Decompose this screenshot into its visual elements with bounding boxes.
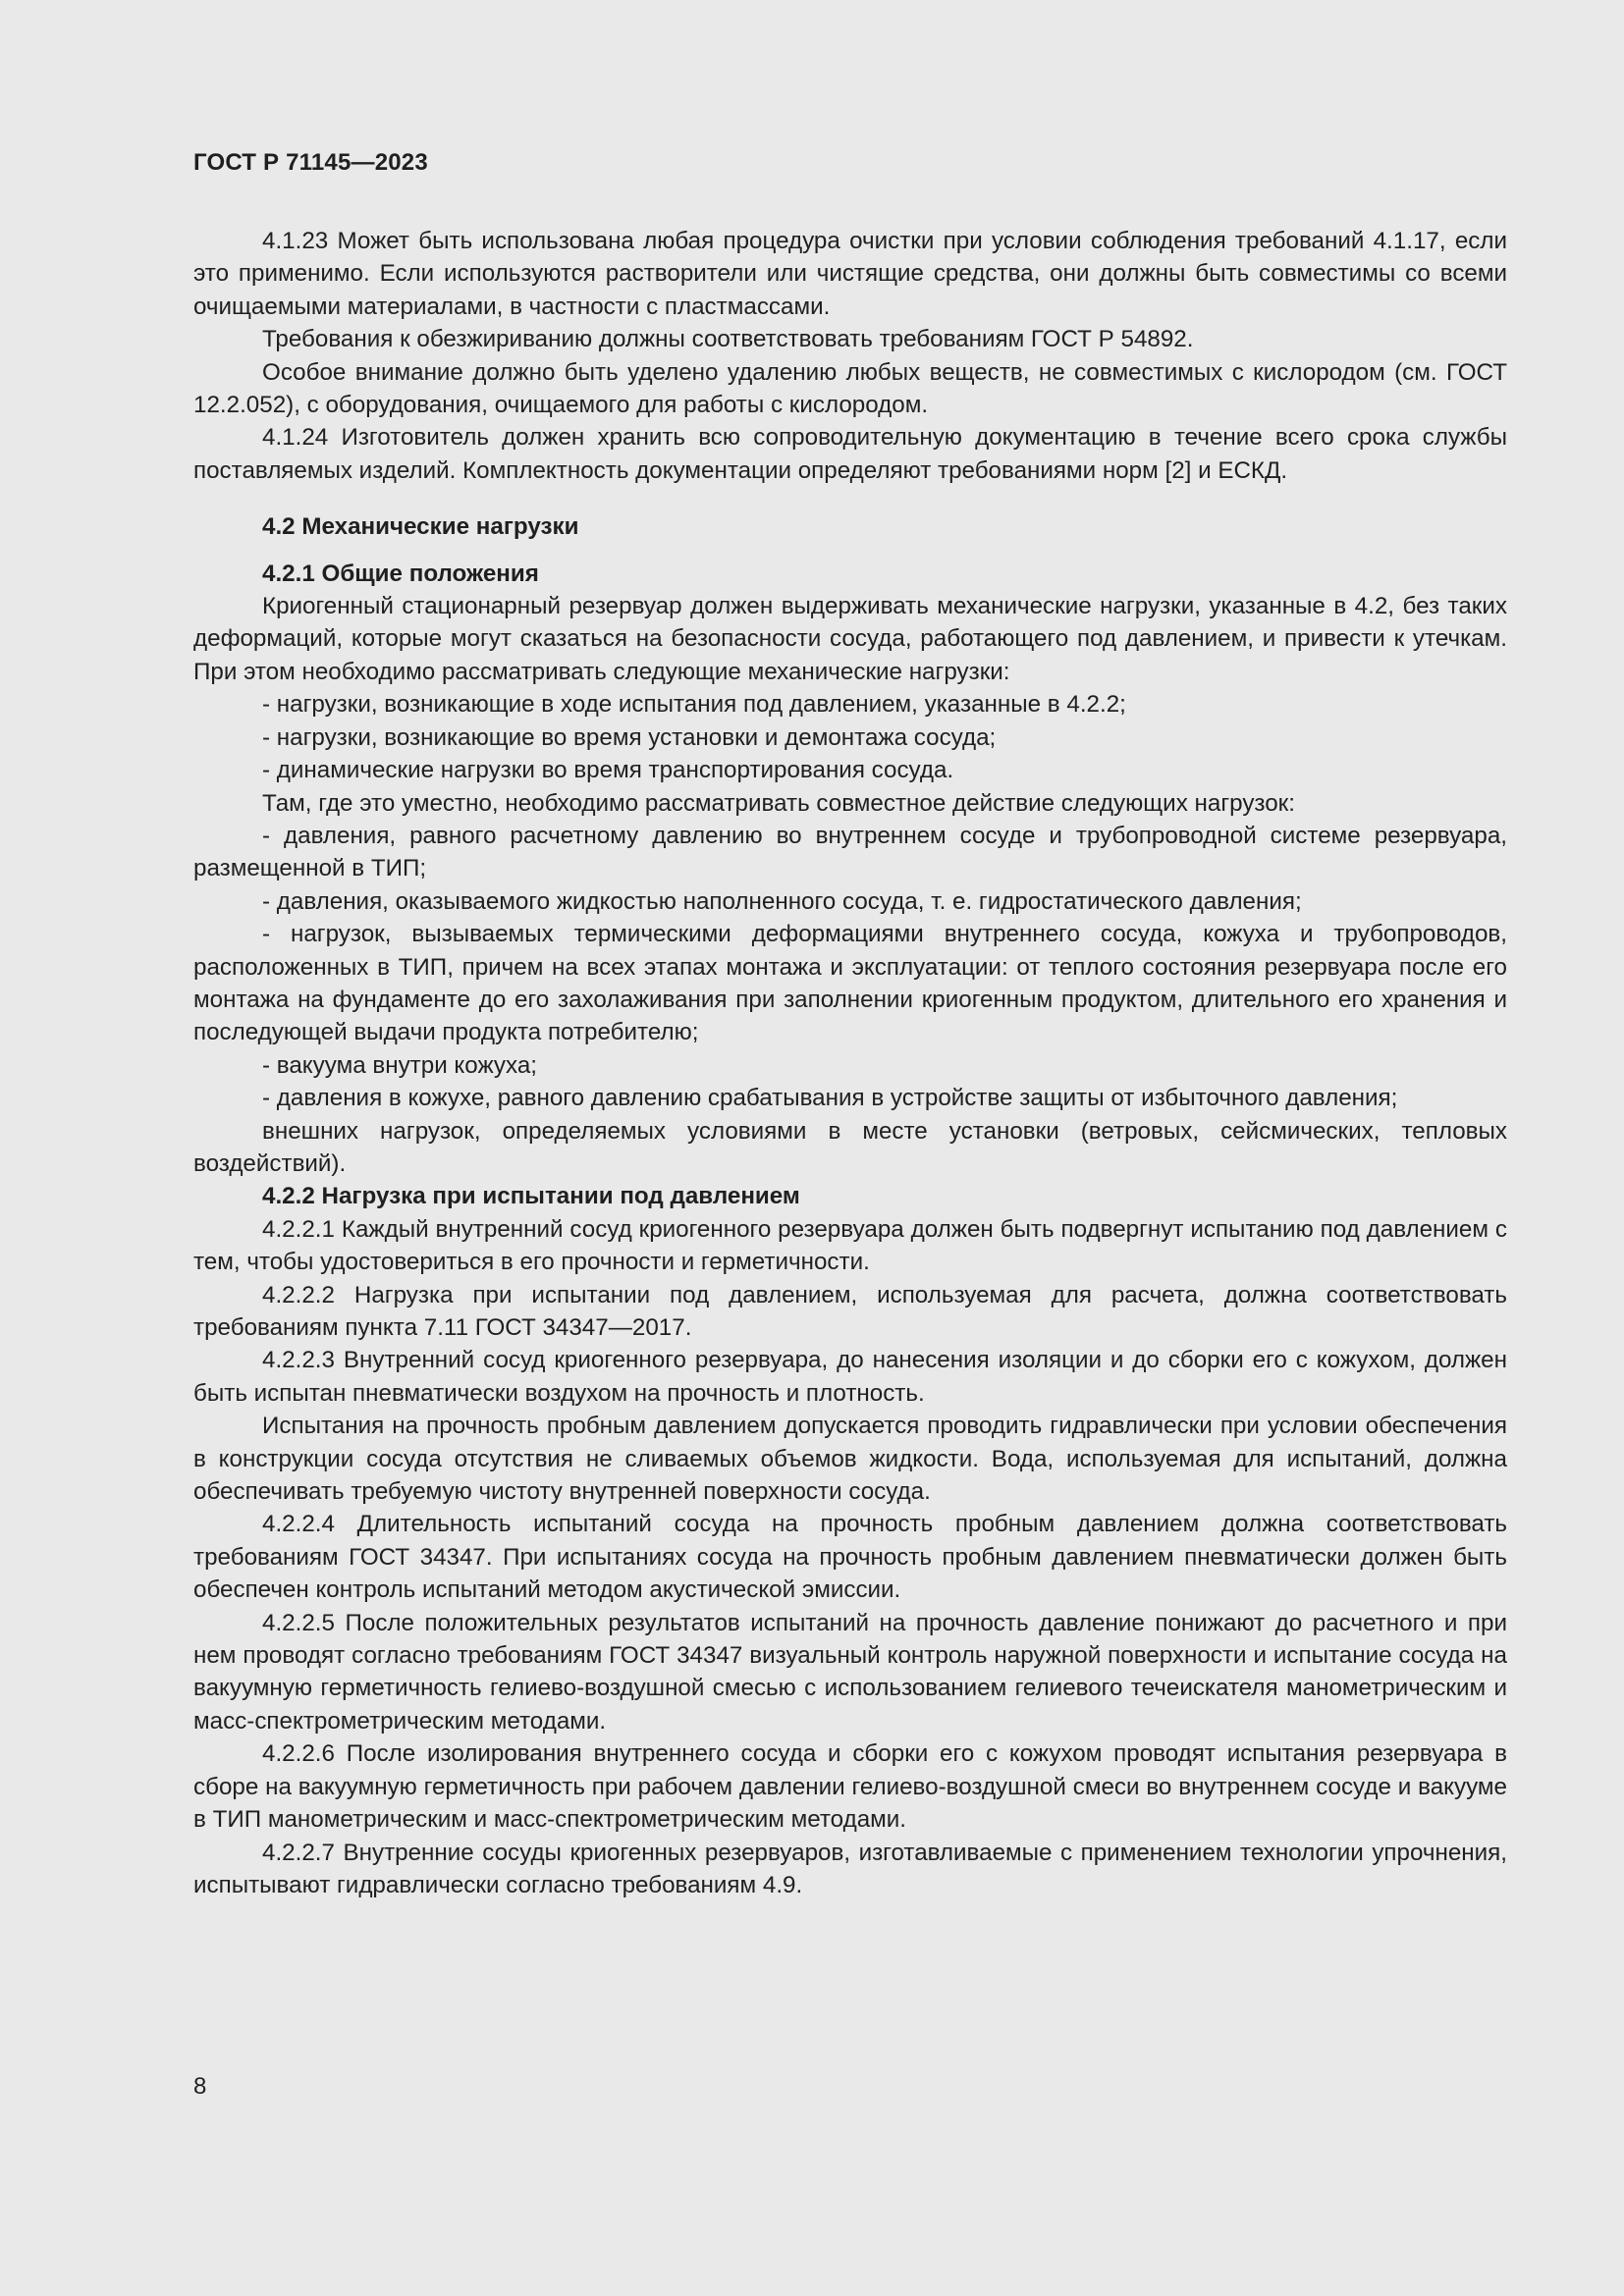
document-header-id: ГОСТ Р 71145—2023 (193, 149, 428, 176)
paragraph-4-1-23: 4.1.23 Может быть использована любая процедура очистки при условии соблюдения требований 4.1.17, если это применимо. Если используются растворители или чистящие средства, они должны быть совместимы со всеми очищаемыми материалами, в частности с пластмассами. (193, 228, 1507, 320)
list-item-hydrostatic-pressure: - давления, оказываемого жидкостью наполненного сосуда, т. е. гидростатического давления; (262, 887, 1302, 915)
paragraph-general-loads: Криогенный стационарный резервуар должен выдерживать механические нагрузки, указанные в 4.2, без таких деформаций, которые могут сказаться на безопасности сосуда, работающего под давлением, и привести к утечкам. При этом необходимо рассматривать следующие механические нагрузки: (193, 593, 1507, 685)
section-heading-4-2-2: 4.2.2 Нагрузка при испытании под давлением (262, 1183, 800, 1210)
paragraph-4-2-2-3: 4.2.2.3 Внутренний сосуд криогенного резервуара, до нанесения изоляции и до сборки его с кожухом, должен быть испытан пневматически воздухом на прочность и плотность. (193, 1347, 1507, 1407)
paragraph-degreasing: Требования к обезжириванию должны соответствовать требованиям ГОСТ Р 54892. (262, 326, 1194, 353)
paragraph-4-2-2-1: 4.2.2.1 Каждый внутренний сосуд криогенного резервуара должен быть подвергнут испытанию под давлением с тем, чтобы удостовериться в его прочности и герметичности. (193, 1215, 1507, 1276)
paragraph-4-2-2-5: 4.2.2.5 После положительных результатов испытаний на прочность давление понижают до расчетного и при нем проводят согласно требованиям ГОСТ 34347 визуальный контроль наружной поверхности и испытание сосуда на вакуумную герметичность гелиево-воздушной смесью с использованием гелиевого течеискателя манометрическим и масс-спектрометрическим методами. (193, 1609, 1507, 1735)
list-item-dynamic-loads: - динамические нагрузки во время транспортирования сосуда. (262, 757, 954, 784)
page-number: 8 (193, 2073, 207, 2100)
document-body (193, 225, 1507, 1901)
list-item-vacuum: - вакуума внутри кожуха; (262, 1051, 538, 1079)
paragraph-oxygen-cleaning: Особое внимание должно быть уделено удалению любых веществ, не совместимых с кислородом (см. ГОСТ 12.2.052), с оборудования, очищаемого для работы с кислородом. (193, 358, 1507, 419)
list-item-casing-pressure: - давления в кожухе, равного давлению срабатывания в устройстве защиты от избыточного давления; (262, 1085, 1398, 1112)
list-item-test-loads: - нагрузки, возникающие в ходе испытания под давлением, указанные в 4.2.2; (262, 691, 1126, 719)
paragraph-hydraulic-tests: Испытания на прочность пробным давлением допускается проводить гидравлически при условии обеспечения в конструкции сосуда отсутствия не сливаемых объемов жидкости. Вода, используемая для испытаний, должна обеспечивать требуемую чистоту внутренней поверхности сосуда. (193, 1413, 1507, 1506)
paragraph-4-1-24: 4.1.24 Изготовитель должен хранить всю сопроводительную документацию в течение всего срока службы поставляемых изделий. Комплектность документации определяют требованиями норм [2] и ЕСКД. (193, 424, 1507, 484)
section-heading-4-2: 4.2 Механические нагрузки (262, 513, 579, 541)
list-item-thermal-loads: - нагрузок, вызываемых термическими деформациями внутреннего сосуда, кожуха и трубопроводов, расположенных в ТИП, причем на всех этапах монтажа и эксплуатации: от теплого состояния резервуара после его монтажа на фундаменте до его захолаживания при заполнении криогенным продуктом, длительного его хранения и последующей выдачи продукта потребителю; (193, 921, 1507, 1046)
paragraph-4-2-2-6: 4.2.2.6 После изолирования внутреннего сосуда и сборки его с кожухом проводят испытания резервуара в сборе на вакуумную герметичность при рабочем давлении гелиево-воздушной смеси во внутреннем сосуде и вакууме в ТИП манометрическим и масс-спектрометрическим методами. (193, 1740, 1507, 1834)
list-item-external-loads: внешних нагрузок, определяемых условиями в месте установки (ветровых, сейсмических, тепловых воздействий). (193, 1117, 1507, 1177)
section-heading-4-2-1: 4.2.1 Общие положения (262, 560, 539, 587)
paragraph-combined-loads: Там, где это уместно, необходимо рассматривать совместное действие следующих нагрузок: (262, 789, 1295, 817)
paragraph-4-2-2-2: 4.2.2.2 Нагрузка при испытании под давлением, используемая для расчета, должна соответствовать требованиям пункта 7.11 ГОСТ 34347—2017. (193, 1281, 1507, 1341)
paragraph-4-2-2-4: 4.2.2.4 Длительность испытаний сосуда на прочность пробным давлением должна соответствовать требованиям ГОСТ 34347. При испытаниях сосуда на прочность пробным давлением пневматически должен быть обеспечен контроль испытаний методом акустической эмиссии. (193, 1511, 1507, 1604)
list-item-design-pressure: - давления, равного расчетному давлению во внутреннем сосуде и трубопроводной системе резервуара, размещенной в ТИП; (193, 822, 1507, 882)
list-item-installation-loads: - нагрузки, возникающие во время установки и демонтажа сосуда; (262, 723, 997, 751)
paragraph-4-2-2-7: 4.2.2.7 Внутренние сосуды криогенных резервуаров, изготавливаемые с применением технологии упрочнения, испытывают гидравлически согласно требованиям 4.9. (193, 1839, 1507, 1898)
